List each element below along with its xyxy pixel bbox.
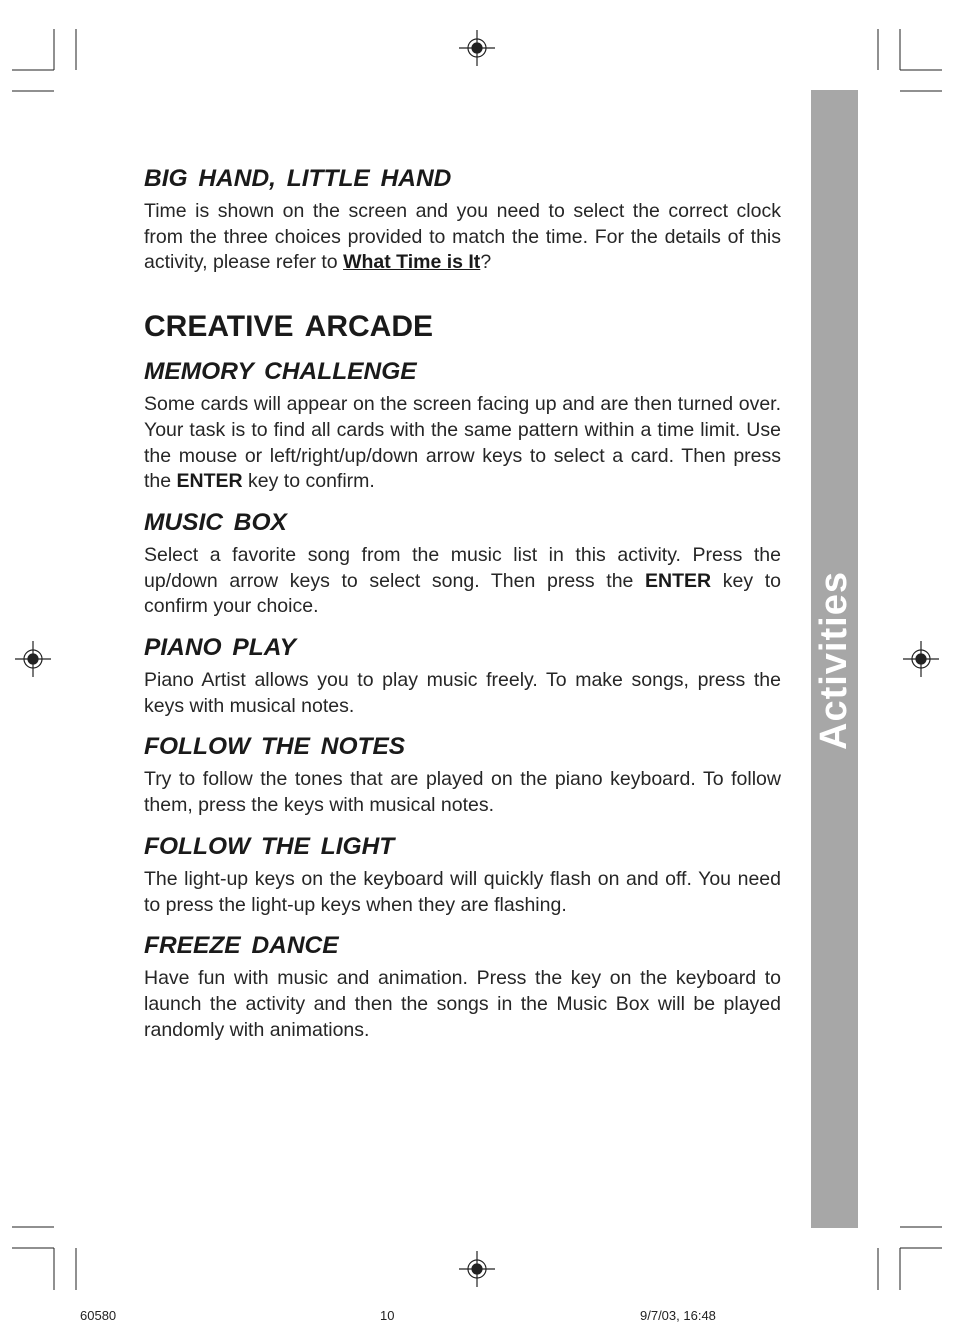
footer-page-number: 10 [380, 1308, 395, 1323]
section-piano-play [144, 634, 781, 719]
section-freeze-dance [144, 932, 781, 1043]
section-title: BIG HAND, LITTLE HAND [144, 165, 452, 192]
section-title: FOLLOW THE NOTES [144, 733, 406, 761]
section-body: Piano Artist allows you to play music freely. To make songs, press the keys with musical notes. [144, 669, 781, 717]
what-time-link[interactable]: What Time is It [343, 251, 481, 274]
registration-mark-right [903, 641, 939, 677]
page-content [144, 165, 781, 1043]
enter-key-label: ENTER [645, 569, 712, 592]
section-body: Try to follow the tones that are played on the piano keyboard. To follow them, press the keys with musical notes. [144, 768, 781, 817]
section-title: FOLLOW THE LIGHT [144, 832, 395, 860]
section-body: Time is shown on the screen and you need to select the correct clock from the three choices provided to match the time. For the details of this activity, please refer to What Time is It? [144, 200, 781, 274]
section-body: The light-up keys on the keyboard will quickly flash on and off. You need to press the light-up keys when they are flashing. [144, 867, 781, 916]
section-title: FREEZE DANCE [144, 932, 339, 960]
section-body: Select a favorite song from the music list in this activity. Press the up/down arrow keys to select song. Then press the ENTER key to confirm your choice. [144, 543, 781, 618]
section-body: Have fun with music and animation. Press the key on the keyboard to launch the activity and then the songs in the Music Box will be played randomly with animations. [144, 967, 781, 1041]
footer-code: 60580 [80, 1308, 117, 1323]
section-follow-the-notes [144, 733, 781, 818]
registration-mark-left [15, 641, 51, 677]
enter-key-label: ENTER [176, 470, 243, 493]
registration-mark-top [459, 30, 495, 66]
section-follow-the-light [144, 833, 781, 918]
section-body: Some cards will appear on the screen facing up and are then turned over. Your task is to find all cards with the same pattern within a time limit. Use the mouse or left/right/up/down arrow keys to select a card. Then press the ENTER key to confirm. [144, 393, 781, 493]
section-music-box [144, 509, 781, 620]
section-title: MEMORY CHALLENGE [144, 358, 417, 386]
registration-mark-bottom [459, 1251, 495, 1287]
heading-creative-arcade: CREATIVE ARCADE [144, 310, 434, 344]
side-tab-text: Activities [813, 570, 855, 750]
footer-timestamp: 9/7/03, 16:48 [640, 1308, 716, 1323]
side-tab-label [811, 540, 858, 780]
section-memory-challenge [144, 358, 781, 495]
section-title: MUSIC BOX [144, 508, 287, 536]
section-big-hand [144, 165, 781, 276]
section-title: PIANO PLAY [144, 634, 296, 662]
